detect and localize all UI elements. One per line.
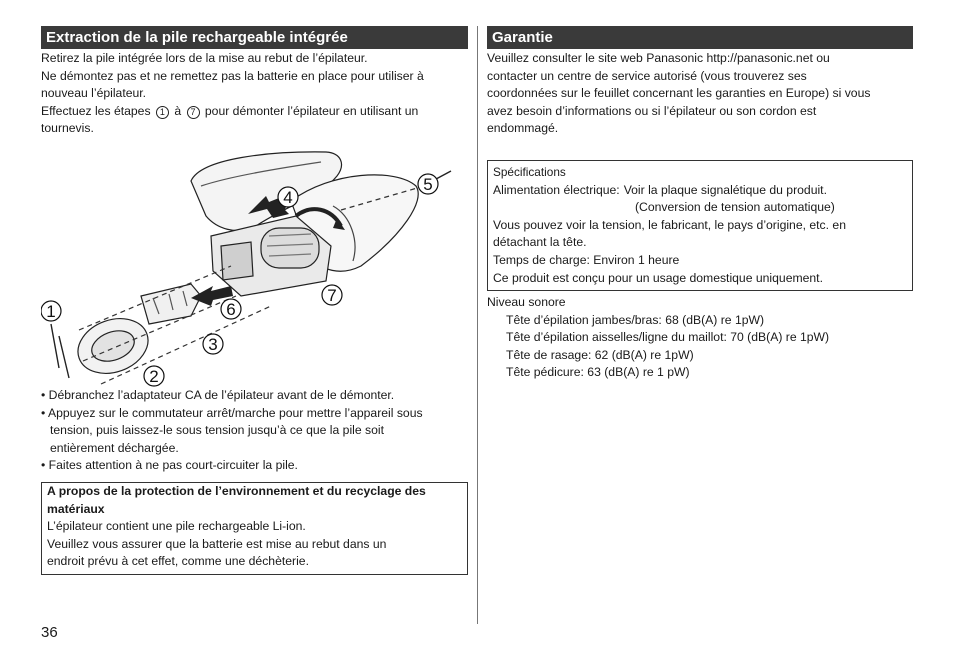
noise-title: Niveau sonore [487, 295, 566, 309]
intro-line-1: Retirez la pile intégrée lors de la mise au rebut de l’épilateur. [41, 51, 368, 65]
bullet-discharge-line-2: tension, puis laissez-le sous tension jusqu’à ce que la pile soit [50, 423, 384, 438]
noise-item-legs: Tête d’épilation jambes/bras: 68 (dB(A) re 1pW) [506, 312, 765, 327]
power-label: Alimentation électrique: [493, 182, 620, 197]
steps-after: pour démonter l’épilateur en utilisant un [204, 103, 419, 118]
environment-box [41, 482, 468, 575]
bullet-discharge-line-1: • Appuyez sur le commutateur arrêt/marche pour mettre l’appareil sous [41, 405, 423, 420]
battery-intro [41, 49, 468, 138]
bullet-discharge-line-3: entièrement déchargée. [50, 440, 179, 455]
bullet-discharge [41, 405, 468, 458]
warranty-line-2: contacter un centre de service autorisé (vous trouverez ses [487, 68, 807, 83]
noise-level-block [487, 294, 913, 382]
battery-removal-header: Extraction de la pile rechargeable intégrée [41, 26, 468, 49]
left-column [41, 26, 468, 569]
env-line-1: L’épilateur contient une pile rechargeable Li-ion. [47, 519, 306, 534]
noise-item-underarm: Tête d’épilation aisselles/ligne du maillot: 70 (dB(A) re 1pW) [506, 330, 830, 345]
step-a-badge: 1 [156, 106, 169, 119]
env-title-line-2: matériaux [47, 501, 105, 516]
callout-7: 7 [327, 286, 337, 305]
screw-left-2 [59, 336, 69, 378]
bullet-unplug: • Débranchez l’adaptateur CA de l’épilateur avant de le démonter. [41, 388, 395, 402]
steps-before: Effectuez les étapes [41, 103, 151, 118]
warning-bullets [41, 387, 468, 475]
env-line-2: Veuillez vous assurer que la batterie est mise au rebut dans un [47, 536, 387, 551]
power-value-2: (Conversion de tension automatique) [635, 200, 835, 215]
voltage-line-1: Vous pouvez voir la tension, le fabricant, le pays d’origine, etc. en [493, 217, 846, 232]
steps-line [41, 103, 468, 121]
env-title-line-1: A propos de la protection de l’environnement et du recyclage des [47, 484, 426, 498]
callout-1: 1 [46, 302, 56, 321]
callout-6: 6 [226, 300, 236, 319]
env-line-3: endroit prévu à cet effet, comme une déchèterie. [47, 554, 309, 569]
intro-line-2: Ne démontez pas et ne remettez pas la batterie en place pour utiliser à [41, 68, 424, 83]
page-number: 36 [41, 624, 58, 641]
specifications-box [487, 160, 913, 291]
power-row [493, 182, 907, 200]
callout-5: 5 [423, 175, 433, 194]
disassembly-illustration [41, 146, 468, 388]
screw-left-1 [51, 324, 59, 368]
callout-3: 3 [208, 335, 218, 354]
step-b-badge: 7 [187, 106, 200, 119]
voltage-line-2: détachant la tête. [493, 235, 587, 250]
right-column [487, 26, 913, 380]
noise-item-shaver: Tête de rasage: 62 (dB(A) re 1pW) [506, 347, 694, 362]
steps-line-2: tournevis. [41, 121, 94, 136]
warranty-line-1: Veuillez consulter le site web Panasonic http://panasonic.net ou [487, 51, 830, 65]
intro-line-3: nouveau l’épilateur. [41, 86, 147, 101]
domestic-use: Ce produit est conçu pour un usage domestique uniquement. [493, 270, 823, 285]
callout-2: 2 [149, 367, 159, 386]
noise-item-pedicure: Tête pédicure: 63 (dB(A) re 1 pW) [506, 365, 690, 380]
warranty-line-3: coordonnées sur le feuillet concernant les garanties en Europe) si vous [487, 86, 871, 101]
warranty-line-4: avez besoin d’informations ou si l’épilateur ou son cordon est [487, 103, 817, 118]
steps-middle: à [174, 103, 182, 118]
specs-title: Spécifications [493, 165, 566, 179]
callout-4: 4 [283, 188, 293, 207]
charge-time: Temps de charge: Environ 1 heure [493, 252, 680, 267]
column-divider [477, 26, 478, 624]
power-value: Voir la plaque signalétique du produit. [623, 182, 827, 197]
bullet-short-circuit: • Faites attention à ne pas court-circuiter la pile. [41, 458, 298, 473]
warranty-line-5: endommagé. [487, 121, 559, 136]
warranty-text [487, 49, 913, 138]
warranty-header: Garantie [487, 26, 913, 49]
